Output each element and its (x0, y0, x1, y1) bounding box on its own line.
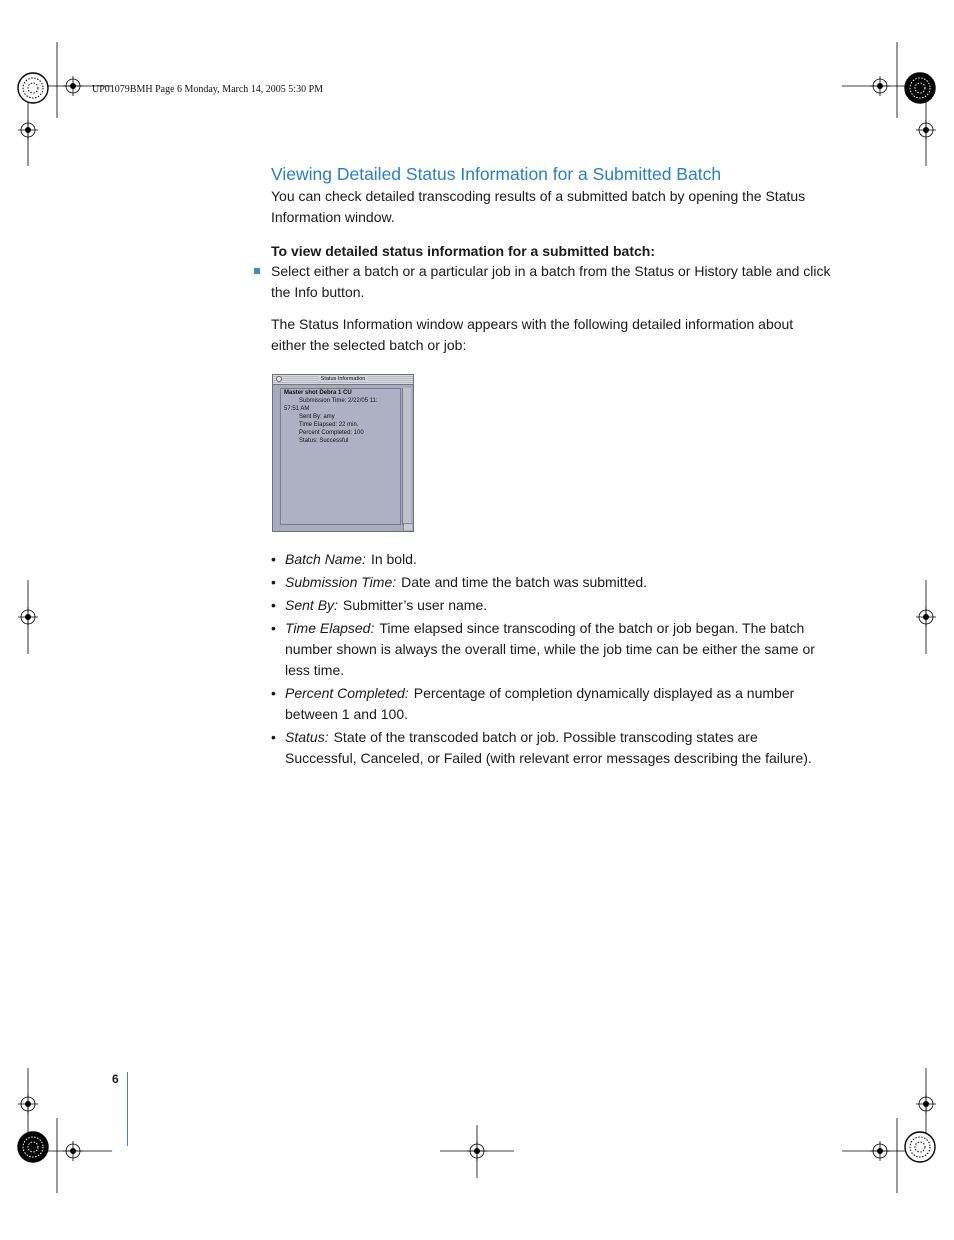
field-term: Sent By: (285, 597, 338, 613)
field-term: Status: (285, 729, 329, 745)
window-resize-handle-icon (403, 523, 412, 530)
batch-name-line: Master shot Debra 1 CU (284, 390, 352, 396)
window-titlebar (273, 375, 413, 385)
list-item (271, 595, 831, 616)
window-close-box-icon (276, 376, 282, 382)
bullet-icon: • (271, 729, 276, 745)
bullet-icon: • (271, 620, 276, 636)
list-item (271, 683, 831, 725)
field-description: In bold. (370, 551, 417, 567)
list-item (271, 618, 831, 681)
field-term: Submission Time: (285, 574, 397, 590)
page-number: 6 (112, 1072, 119, 1086)
window-scrollbar (402, 388, 411, 525)
sent-by-line: Sent By: amy (299, 414, 335, 420)
printer-slug: UP01079BMH Page 6 Monday, March 14, 2005 5:30 PM (92, 84, 324, 95)
bullet-icon: • (271, 685, 276, 701)
field-term: Batch Name: (285, 551, 366, 567)
intro-paragraph: You can check detailed transcoding results of a submitted batch by opening the Status Information window. (271, 188, 806, 225)
status-info-text-area (280, 388, 401, 525)
task-title: To view detailed status information for a submitted batch: (271, 243, 656, 259)
submission-time-wrap-line: 57:51 AM (284, 406, 310, 412)
field-description: Time elapsed since transcoding of the batch or job began. The batch number shown is always the overall time, while the job time can be either the same or less time. (285, 620, 815, 678)
list-item (271, 727, 831, 769)
main-content (271, 162, 831, 356)
bullet-icon: • (271, 574, 276, 590)
field-term: Percent Completed: (285, 685, 409, 701)
task-step-text: Select either a batch or a particular job in a batch from the Status or History table and click the Info button. (271, 263, 831, 300)
percent-completed-line: Percent Completed: 100 (299, 430, 364, 436)
list-item (271, 549, 831, 570)
list-item (271, 572, 831, 593)
field-description: State of the transcoded batch or job. Possible transcoding states are Successful, Canceled, or Failed (with relevant error messages describing the failure). (285, 729, 812, 766)
status-line: Status: Successful (299, 438, 349, 444)
field-description: Submitter’s user name. (342, 597, 488, 613)
submission-time-line: Submission Time: 2/22/05 11: (299, 398, 378, 404)
status-information-window-screenshot (272, 374, 414, 532)
bullet-icon: • (271, 597, 276, 613)
after-step-paragraph: The Status Information window appears with the following detailed information about either the selected batch or job: (271, 316, 794, 353)
bullet-icon: • (271, 551, 276, 567)
field-descriptions-list (271, 549, 831, 771)
page-number-rule (127, 1072, 128, 1146)
field-description: Percentage of completion dynamically displayed as a number between 1 and 100. (285, 685, 795, 722)
time-elapsed-line: Time Elapsed: 22 min. (299, 422, 359, 428)
field-term: Time Elapsed: (285, 620, 375, 636)
task-step (271, 261, 831, 303)
field-description: Date and time the batch was submitted. (401, 574, 648, 590)
section-heading: Viewing Detailed Status Information for a Submitted Batch (271, 164, 722, 184)
step-square-bullet-icon (254, 268, 260, 274)
window-title: Status Information (318, 376, 369, 382)
